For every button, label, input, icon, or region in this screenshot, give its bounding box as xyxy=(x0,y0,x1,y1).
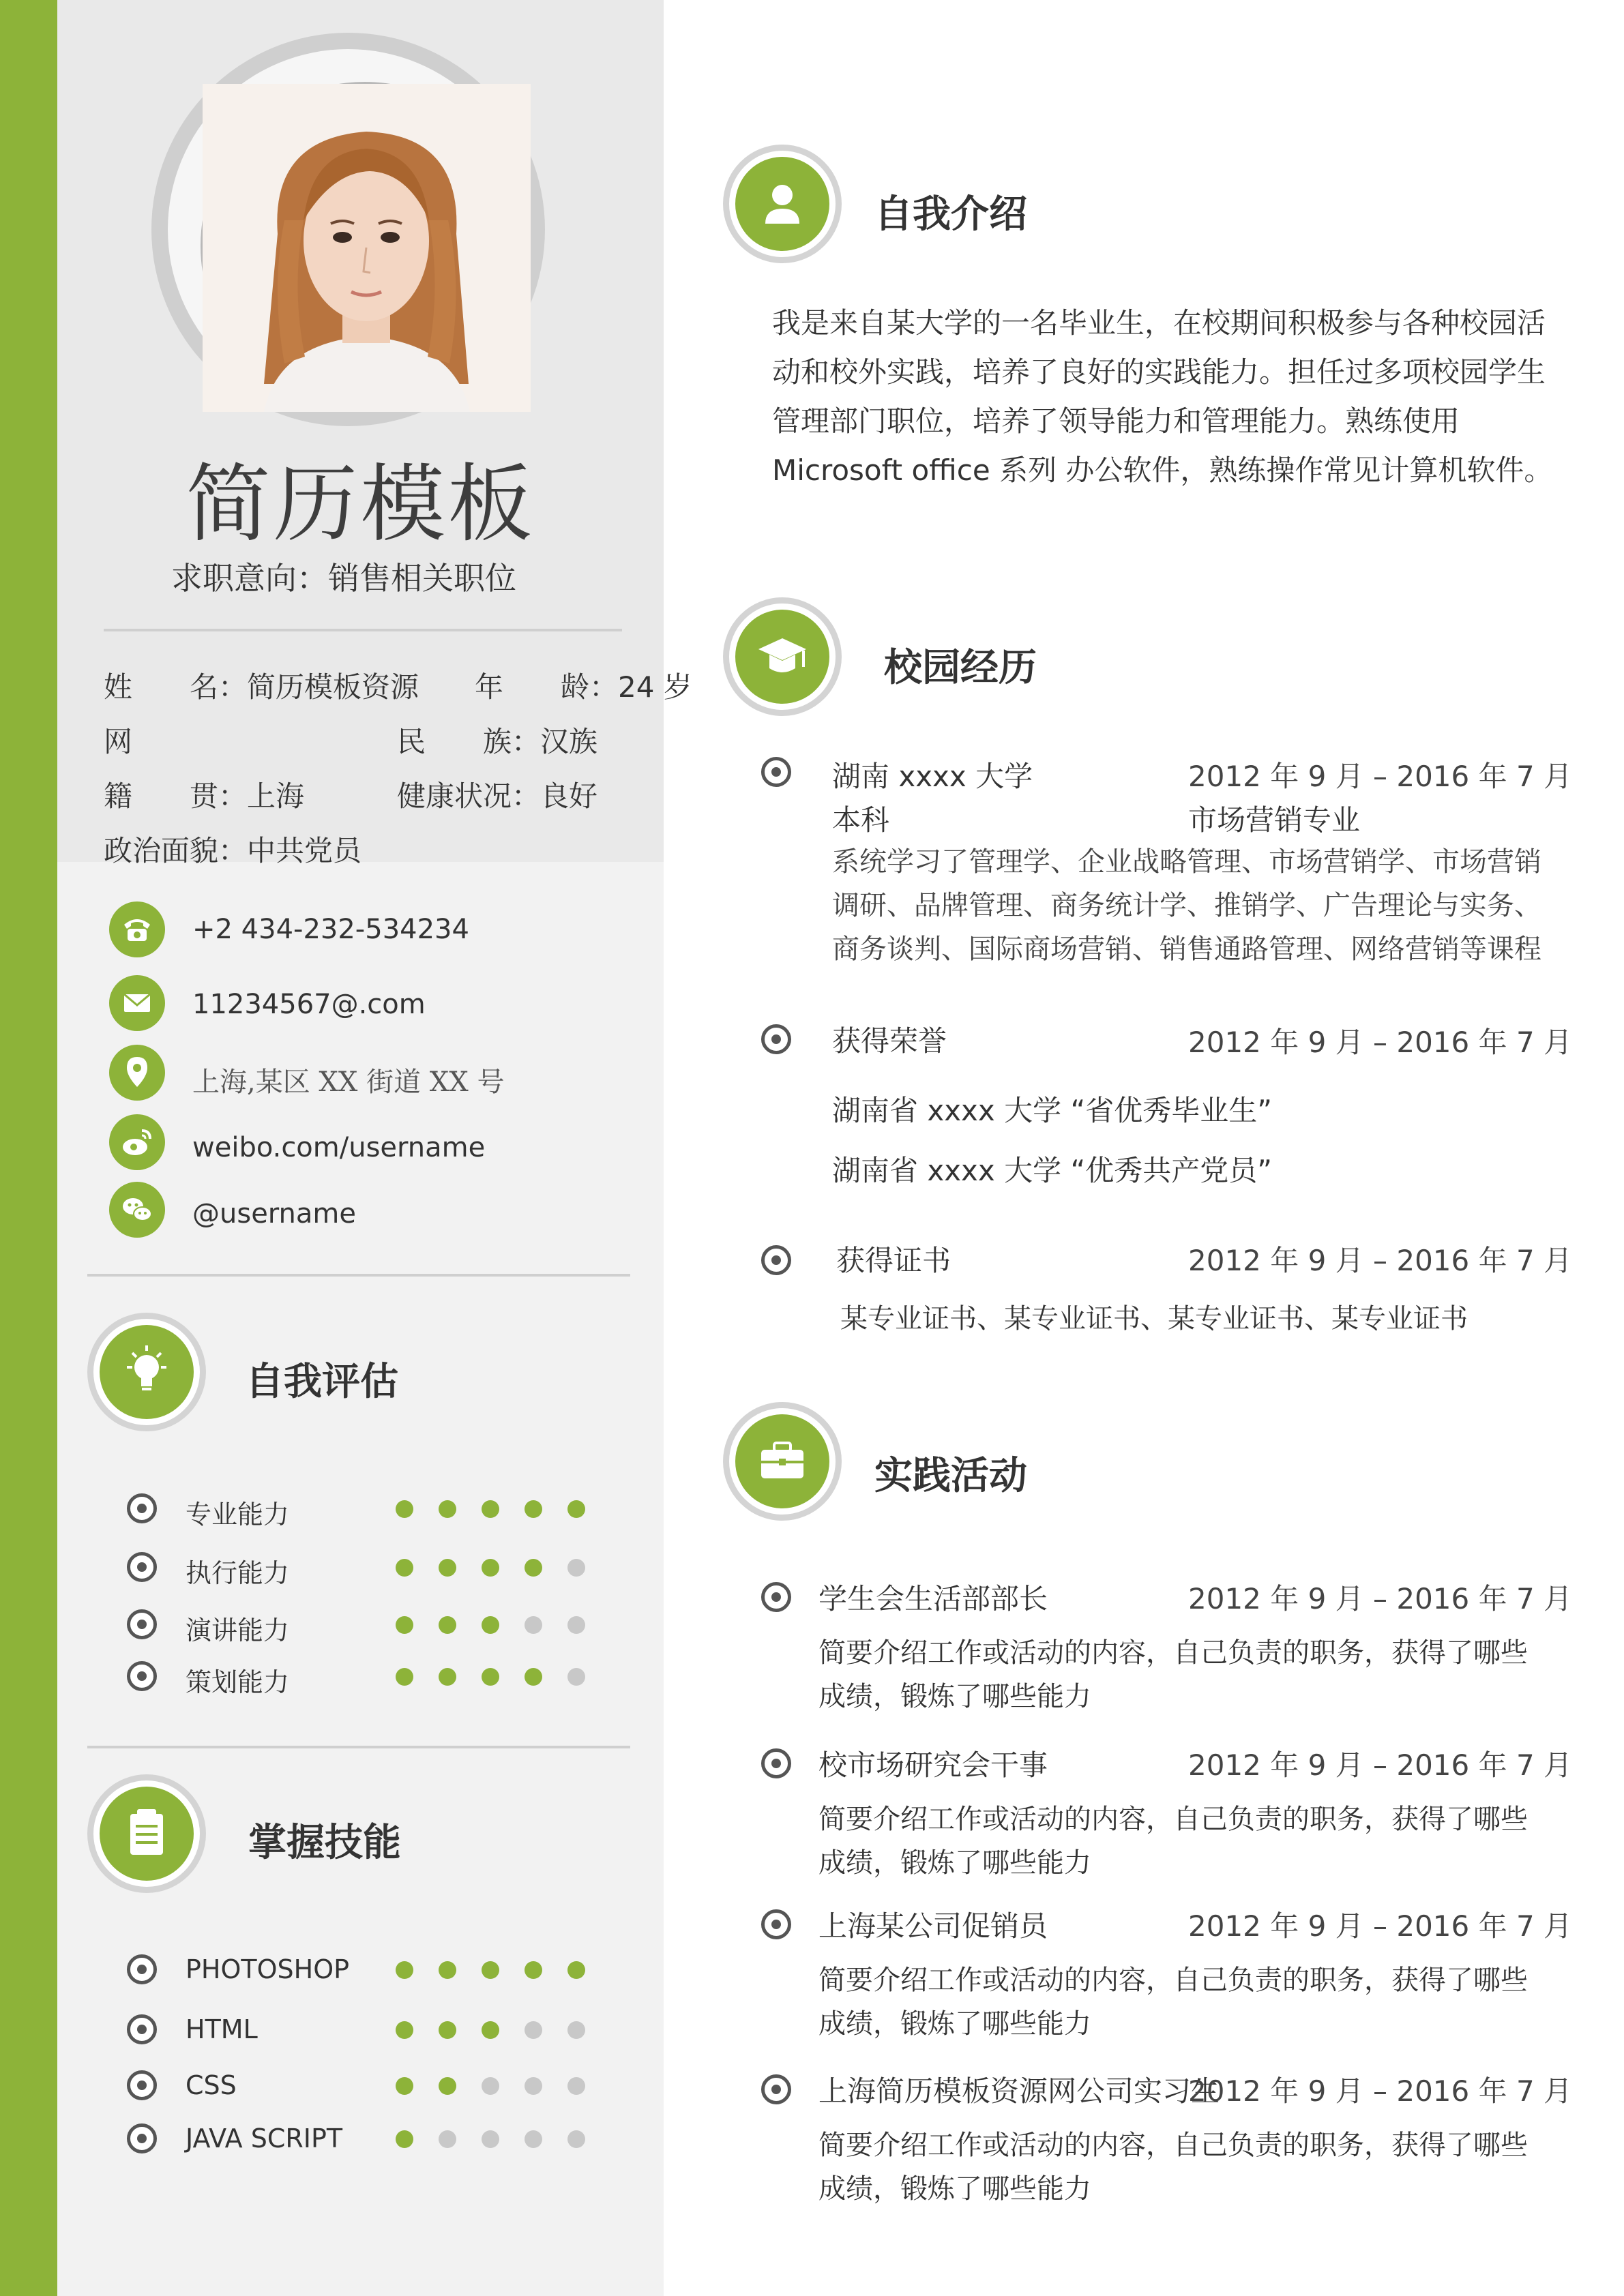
rating-dot xyxy=(439,1668,456,1686)
edu-desc: 系统学习了管理学、企业战略管理、市场营销学、市场营销 调研、品牌管理、商务统计学、推销学、广告理论与实务、 商务谈判、国际商场营销、销售通路管理、网络营销等课程 xyxy=(832,846,1541,965)
practice-desc: 简要介绍工作或活动的内容，自己负责的职务，获得了哪些 xyxy=(818,1965,1528,1996)
rating-dot xyxy=(396,1559,413,1577)
clipboard-icon xyxy=(100,1787,194,1881)
rating-dot xyxy=(482,1559,499,1577)
timeline-bullet xyxy=(761,757,791,787)
practice-role: 上海简历模板资源网公司实习生 xyxy=(818,2074,1220,2108)
rating-dot xyxy=(439,2130,456,2148)
info-network: 网 xyxy=(104,725,133,758)
rating-dot xyxy=(567,1961,585,1979)
list-bullet xyxy=(127,1661,157,1691)
practice-role: 校市场研究会干事 xyxy=(818,1748,1048,1782)
rating-dot xyxy=(482,1500,499,1518)
rating-label: JAVA SCRIPT xyxy=(186,2123,343,2153)
profile-photo xyxy=(201,82,529,410)
certs-label: 获得证书 xyxy=(836,1244,951,1277)
practice-desc: 简要介绍工作或活动的内容，自己负责的职务，获得了哪些 xyxy=(818,1637,1528,1669)
rating-dot xyxy=(439,1961,456,1979)
rating-dot xyxy=(396,1668,413,1686)
edu-degree: 本科 xyxy=(832,803,890,837)
practice-desc: 成绩，锻炼了哪些能力 xyxy=(818,2008,1091,2040)
rating-dot xyxy=(482,2021,499,2039)
campus-badge xyxy=(723,597,842,716)
rating-dots xyxy=(396,1616,585,1634)
divider xyxy=(87,1274,630,1277)
briefcase-icon xyxy=(735,1414,829,1508)
practice-date: 2012 年 9 月 – 2016 年 7 月 xyxy=(1188,1582,1573,1615)
skills-title: 掌握技能 xyxy=(248,1821,401,1865)
rating-dots xyxy=(396,1961,585,1979)
rating-dot xyxy=(439,1559,456,1577)
rating-dot xyxy=(567,2021,585,2039)
info-health: 健康状况：良好 xyxy=(397,779,598,813)
rating-label: 演讲能力 xyxy=(186,1615,290,1645)
weibo-icon xyxy=(109,1114,165,1170)
graduation-cap-icon xyxy=(735,610,829,704)
rating-label: 执行能力 xyxy=(186,1558,290,1588)
email-icon xyxy=(109,975,165,1031)
rating-dot xyxy=(482,1961,499,1979)
rating-label: CSS xyxy=(186,2070,237,2100)
rating-dots xyxy=(396,1559,585,1577)
rating-dot xyxy=(396,2077,413,2095)
rating-label: PHOTOSHOP xyxy=(186,1954,350,1984)
divider xyxy=(87,1746,630,1748)
phone-icon xyxy=(109,901,165,957)
edu-date: 2012 年 9 月 – 2016 年 7 月 xyxy=(1188,760,1573,793)
rating-dot xyxy=(567,1668,585,1686)
practice-date: 2012 年 9 月 – 2016 年 7 月 xyxy=(1188,1909,1573,1943)
intro-badge xyxy=(723,145,842,263)
rating-dot xyxy=(525,1668,542,1686)
rating-dot xyxy=(567,2130,585,2148)
rating-dot xyxy=(396,2130,413,2148)
skills-badge xyxy=(87,1774,206,1893)
honors-label: 获得荣誉 xyxy=(832,1024,947,1058)
practice-desc: 成绩，锻炼了哪些能力 xyxy=(818,1681,1091,1712)
practice-desc: 成绩，锻炼了哪些能力 xyxy=(818,2173,1091,2205)
rating-dot xyxy=(396,2021,413,2039)
edu-major: 市场营销专业 xyxy=(1188,803,1361,837)
practice-desc: 简要介绍工作或活动的内容，自己负责的职务，获得了哪些 xyxy=(818,2130,1528,2161)
intro-title: 自我介绍 xyxy=(874,192,1027,237)
rating-dot xyxy=(567,1616,585,1634)
resume-title: 简历模板 xyxy=(186,456,535,554)
practice-date: 2012 年 9 月 – 2016 年 7 月 xyxy=(1188,1748,1573,1782)
list-bullet xyxy=(127,1609,157,1639)
rating-dot xyxy=(482,1668,499,1686)
practice-desc: 成绩，锻炼了哪些能力 xyxy=(818,1847,1091,1879)
honor-item: 湖南省 xxxx 大学 “省优秀毕业生” xyxy=(832,1094,1272,1127)
contact-weibo[interactable]: weibo.com/username xyxy=(192,1132,486,1163)
rating-dots xyxy=(396,2021,585,2039)
list-bullet xyxy=(127,2070,157,2100)
rating-dot xyxy=(567,1559,585,1577)
rating-dot xyxy=(482,1616,499,1634)
rating-dot xyxy=(525,1616,542,1634)
rating-dot xyxy=(525,2130,542,2148)
edu-school: 湖南 xxxx 大学 xyxy=(832,760,1033,793)
rating-dot xyxy=(525,2021,542,2039)
timeline-bullet xyxy=(761,2074,791,2104)
list-bullet xyxy=(127,2123,157,2153)
certs-text: 某专业证书、某专业证书、某专业证书、某专业证书 xyxy=(840,1303,1468,1335)
rating-dot xyxy=(482,2077,499,2095)
rating-dot xyxy=(439,2077,456,2095)
rating-dot xyxy=(439,2021,456,2039)
list-bullet xyxy=(127,1493,157,1523)
honors-date: 2012 年 9 月 – 2016 年 7 月 xyxy=(1188,1026,1573,1059)
info-native: 籍 贯：上海 xyxy=(104,779,305,813)
rating-dot xyxy=(525,1559,542,1577)
list-bullet xyxy=(127,1552,157,1582)
timeline-bullet xyxy=(761,1245,791,1275)
rating-dot xyxy=(396,1500,413,1518)
rating-dot xyxy=(567,2077,585,2095)
contact-phone[interactable]: +2 434-232-534234 xyxy=(192,914,469,945)
timeline-bullet xyxy=(761,1748,791,1778)
lightbulb-icon xyxy=(100,1325,194,1419)
info-name: 姓 名：简历模板资源 xyxy=(104,670,419,704)
practice-date: 2012 年 9 月 – 2016 年 7 月 xyxy=(1188,2074,1573,2108)
profile-photo-frame xyxy=(151,33,545,426)
rating-dot xyxy=(567,1500,585,1518)
divider xyxy=(104,629,622,631)
accent-sidebar-bar xyxy=(0,0,57,2296)
honor-item: 湖南省 xxxx 大学 “优秀共产党员” xyxy=(832,1154,1272,1187)
contact-address: 上海,某区 XX 街道 XX 号 xyxy=(192,1067,505,1098)
campus-title: 校园经历 xyxy=(884,646,1037,690)
rating-dot xyxy=(482,2130,499,2148)
practice-title: 实践活动 xyxy=(874,1454,1027,1498)
practice-badge xyxy=(723,1402,842,1521)
certs-date: 2012 年 9 月 – 2016 年 7 月 xyxy=(1188,1244,1573,1277)
rating-dots xyxy=(396,1668,585,1686)
user-icon xyxy=(735,157,829,251)
rating-dot xyxy=(525,2077,542,2095)
rating-dots xyxy=(396,2077,585,2095)
list-bullet xyxy=(127,1954,157,1984)
rating-dots xyxy=(396,1500,585,1518)
rating-dot xyxy=(396,1961,413,1979)
timeline-bullet xyxy=(761,1582,791,1612)
rating-label: HTML xyxy=(186,2014,258,2044)
self-eval-title: 自我评估 xyxy=(246,1360,398,1404)
practice-desc: 简要介绍工作或活动的内容，自己负责的职务，获得了哪些 xyxy=(818,1804,1528,1835)
rating-dot xyxy=(439,1500,456,1518)
rating-dot xyxy=(525,1500,542,1518)
location-pin-icon xyxy=(109,1045,165,1101)
practice-role: 学生会生活部部长 xyxy=(818,1582,1048,1615)
intro-text: 我是来自某大学的一名毕业生，在校期间积极参与各种校园活 动和校外实践，培养了良好的实践能力。担任过多项校园学生 管理部门职位，培养了领导能力和管理能力。熟练使用 Microsoft office 系列 办公软件，熟练操作常见计算机软件。 xyxy=(772,306,1553,487)
practice-role: 上海某公司促销员 xyxy=(818,1909,1048,1943)
job-objective: 求职意向：销售相关职位 xyxy=(171,560,516,597)
info-age: 年 龄：24 岁 xyxy=(475,670,692,704)
rating-dot xyxy=(439,1616,456,1634)
timeline-bullet xyxy=(761,1909,791,1939)
self-eval-badge xyxy=(87,1313,206,1431)
rating-label: 策划能力 xyxy=(186,1667,290,1697)
contact-wechat[interactable]: @username xyxy=(192,1198,356,1229)
info-ethnic: 民 族：汉族 xyxy=(397,725,598,758)
wechat-icon xyxy=(109,1182,165,1238)
list-bullet xyxy=(127,2014,157,2044)
info-political: 政治面貌：中共党员 xyxy=(104,834,362,867)
rating-label: 专业能力 xyxy=(186,1500,290,1530)
rating-dots xyxy=(396,2130,585,2148)
contact-email[interactable]: 11234567@.com xyxy=(192,989,426,1020)
portrait-illustration xyxy=(203,84,531,412)
timeline-bullet xyxy=(761,1024,791,1054)
rating-dot xyxy=(396,1616,413,1634)
rating-dot xyxy=(525,1961,542,1979)
